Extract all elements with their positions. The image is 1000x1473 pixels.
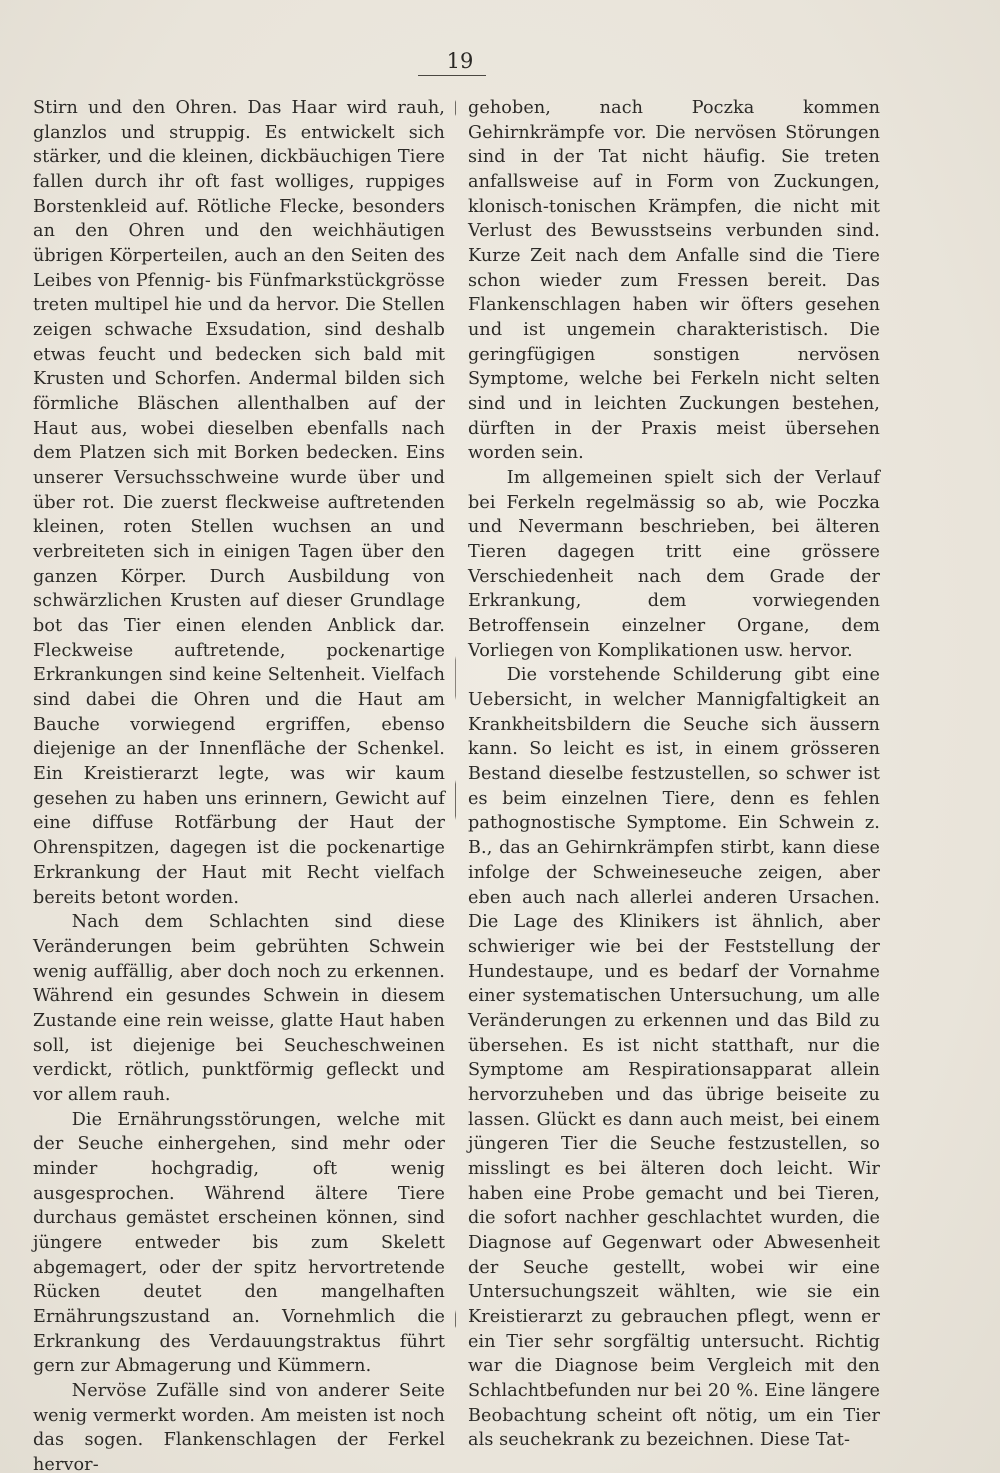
page-number-rule bbox=[418, 75, 486, 76]
paragraph: Nervöse Zufälle sind von anderer Seite wenig vermerkt worden. Am meisten ist noch das sogen. Flankenschlagen der Ferkel hervor- bbox=[33, 1380, 445, 1473]
page-number: 19 bbox=[446, 49, 474, 73]
paragraph: Die vorstehende Schilderung gibt eine Uebersicht, in welcher Mannigfaltigkeit an Krankheitsbildern die Seuche sich äussern kann. So leicht es ist, in einem grösseren Bestand dieselbe festzustellen, so schwer ist es beim einzelnen Tiere, denn es fehlen pathognostische Symptome. Ein Schwein z. B., das an Gehirnkrämpfen stirbt, kann diese infolge der Schweineseuche zeigen, aber eben auch nach allerlei anderen Ursachen. Die Lage des Klinikers ist ähnlich, aber schwieriger wie bei der Feststellung der Hundestaupe, und es bedarf der Vornahme einer systematischen Untersuchung, um alle Veränderungen zu erkennen und das Bild zu übersehen. Es ist nicht statthaft, nur die Symptome am Respirationsapparat allein hervorzuheben und das übrige beiseite zu lassen. Glückt es dann auch meist, bei einem jüngeren Tier die Seuche festzustellen, so misslingt es bei älteren doch leicht. Wir haben eine Probe gemacht und bei Tieren, die sofort nachher geschlachtet wurden, die Diagnose auf Gegenwart oder Abwesenheit der Seuche gestellt, wobei wir eine Untersuchungszeit wählten, wie sie ein Kreistierarzt zu gebrauchen pflegt, wenn er ein Tier sehr sorgfältig untersucht. Richtig war die Diagnose beim Vergleich mit den Schlachtbefunden nur bei 20 %. Eine längere Beobachtung scheint oft nötig, um ein Tier als seuchekrank zu bezeichnen. Diese Tat- bbox=[468, 665, 880, 1451]
left-column bbox=[33, 96, 445, 1473]
paragraph: Nach dem Schlachten sind diese Veränderungen beim gebrühten Schwein wenig auffällig, aber doch noch zu erkennen. Während ein gesundes Schwein in diesem Zustande eine rein weisse, glatte Haut haben soll, ist diejenige bei Seucheschweinen verdickt, rötlich, punktförmig gefleckt und vor allem rauh. bbox=[33, 912, 445, 1105]
paragraph: Die Ernährungsstörungen, welche mit der Seuche einhergehen, sind mehr oder minder hochgradig, oft wenig ausgesprochen. Während ältere Tiere durchaus gemästet erscheinen können, sind jüngere entweder bis zum Skelett abgemagert, oder der spitz hervortretende Rücken deutet den mangelhaften Ernährungszustand an. Vornehmlich die Erkrankung des Verdauungstraktus führt gern zur Abmagerung und Kümmern. bbox=[33, 1109, 445, 1377]
right-column bbox=[468, 96, 880, 1453]
column-divider bbox=[455, 100, 456, 1328]
paragraph: Stirn und den Ohren. Das Haar wird rauh, glanzlos und struppig. Es entwickelt sich stärker, und die kleinen, dickbäuchigen Tiere fallen durch ihr oft fast wolliges, ruppiges Borstenkleid auf. Rötliche Flecke, besonders an den Ohren und den weichhäutigen übrigen Körperteilen, auch an den Seiten des Leibes von Pfennig- bis Fünfmarkstückgrösse treten multipel hie und da hervor. Die Stellen zeigen schwache Exsudation, sind deshalb etwas feucht und bedecken sich bald mit Krusten und Schorfen. Andermal bilden sich förmliche Bläschen allenthalben auf der Haut aus, wobei dieselben ebenfalls nach dem Platzen sich mit Borken bedecken. Eins unserer Versuchsschweine wurde über und über rot. Die zuerst fleckweise auftretenden kleinen, roten Stellen wuchsen an und verbreiteten sich in einigen Tagen über den ganzen Körper. Durch Ausbildung von schwärzlichen Krusten auf dieser Grundlage bot das Tier einen elenden Anblick dar. Fleckweise auftretende, pockenartige Erkrankungen sind keine Seltenheit. Vielfach sind dabei die Ohren und die Haut am Bauche vorwiegend ergriffen, ebenso diejenige an der Innenfläche der Schenkel. Ein Kreistierarzt legte, was wir kaum gesehen zu haben uns erinnern, Gewicht auf eine diffuse Rotfärbung der Haut der Ohrenspitzen, dagegen ist die pockenartige Erkrankung der Haut mit Recht vielfach bereits betont worden. bbox=[33, 98, 445, 908]
paragraph: Im allgemeinen spielt sich der Verlauf bei Ferkeln regelmässig so ab, wie Poczka und Nevermann beschrieben, bei älteren Tieren dagegen tritt eine grössere Verschiedenheit nach dem Grade der Erkrankung, dem vorwiegenden Betroffensein einzelner Organe, dem Vorliegen von Komplikationen usw. hervor. bbox=[468, 468, 880, 661]
paragraph: gehoben, nach Poczka kommen Gehirnkrämpfe vor. Die nervösen Störungen sind in der Tat nicht häufig. Sie treten anfallsweise auf in Form von Zuckungen, klonisch-tonischen Krämpfen, die nicht mit Verlust des Bewusstseins verbunden sind. Kurze Zeit nach dem Anfalle sind die Tiere schon wieder zum Fressen bereit. Das Flankenschlagen haben wir öfters gesehen und ist ungemein charakteristisch. Die geringfügigen sonstigen nervösen Symptome, welche bei Ferkeln nicht selten sind und in leichten Zuckungen bestehen, dürften in der Praxis meist übersehen worden sein. bbox=[468, 98, 880, 464]
